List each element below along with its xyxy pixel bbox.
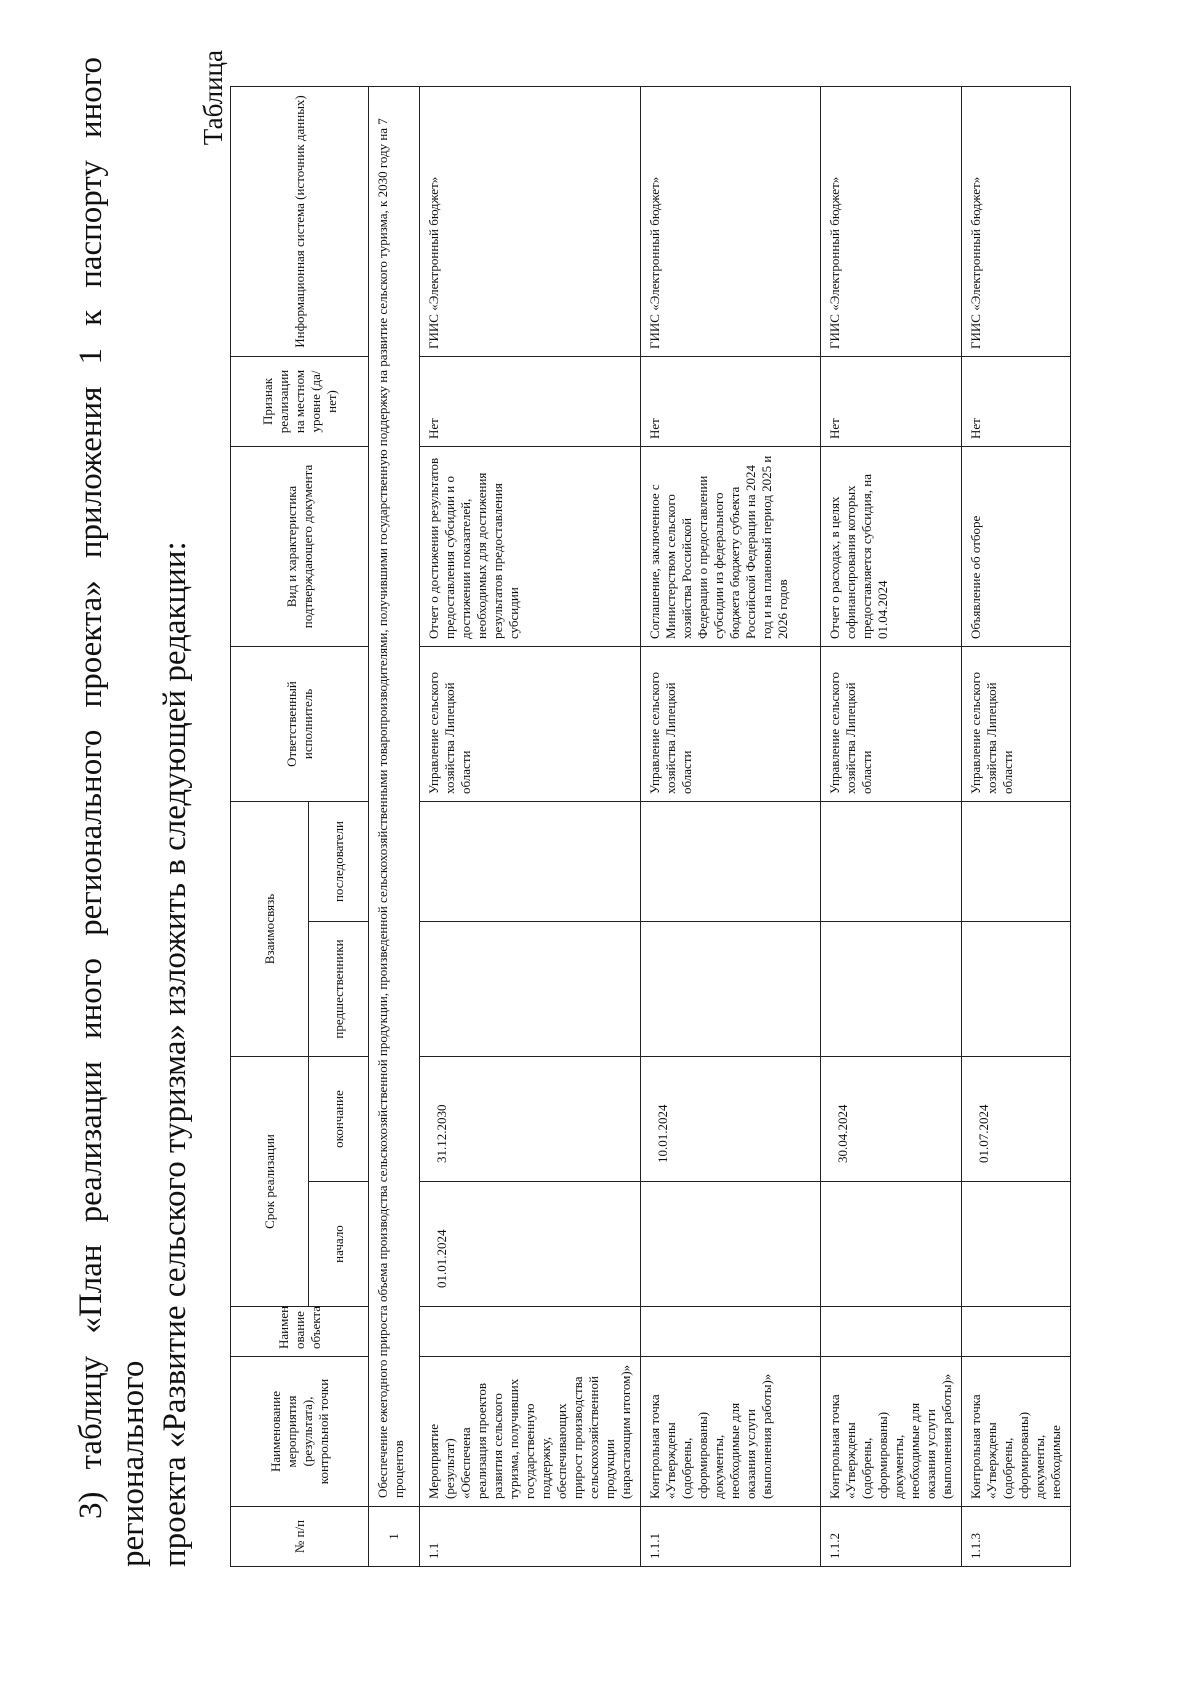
- row-prev: [641, 922, 821, 1057]
- row-object: [420, 1307, 641, 1357]
- row-infosystem: ГИИС «Электронный бюджет»: [821, 87, 962, 357]
- table-row: [962, 87, 1071, 1567]
- plan-table: [230, 86, 1071, 1567]
- header-period-start: начало: [309, 1182, 369, 1307]
- row-num: 1.1.3: [962, 1507, 1071, 1567]
- header-name: Наименование мероприятия (результата), контрольной точки: [231, 1357, 369, 1507]
- header-document: Вид и характеристика подтверждающего документа: [231, 447, 369, 647]
- table-row: [420, 87, 641, 1567]
- row-end: 31.12.2030: [420, 1057, 641, 1182]
- row-name: Контрольная точка «Утверждены (одобрены, сформированы) документы, необходимые для оказания услуги (выполнения работы)»: [641, 1357, 821, 1507]
- intro-line-1: 3) таблицу «План реализации иного регионального проекта» приложения 1 к паспорту иного регионального: [73, 57, 151, 1567]
- row-infosystem: ГИИС «Электронный бюджет»: [420, 87, 641, 357]
- section-text: Обеспечение ежегодного прироста объема производства сельскохозяйственной продукции, произведенной сельскохозяйственными товаропроизводителями, получившими государственную поддержку на развитие сельского туризма, к 2030 году на 7 процентов: [369, 87, 420, 1507]
- row-num: 1.1.2: [821, 1507, 962, 1567]
- table-caption: Таблица: [198, 50, 228, 146]
- intro-line-2: проекта «Развитие сельского туризма» изложить в следующей редакции:: [157, 541, 193, 1567]
- header-period: Срок реализации: [231, 1057, 309, 1307]
- row-end: 10.01.2024: [641, 1057, 821, 1182]
- section-row: [369, 87, 420, 1567]
- table-row: [641, 87, 821, 1567]
- header-row-1: [231, 87, 309, 1567]
- table-row: [821, 87, 962, 1567]
- header-link-next: последователи: [309, 802, 369, 922]
- header-num: № п/п: [231, 1507, 369, 1567]
- row-object: [821, 1307, 962, 1357]
- row-prev: [821, 922, 962, 1057]
- header-link: Взаимосвязь: [231, 802, 309, 1057]
- row-start: [641, 1182, 821, 1307]
- header-infosystem: Информационная система (источник данных): [231, 87, 369, 357]
- row-document: Соглашение, заключенное с Министерством сельского хозяйства Российской Федерации о предоставлении субсидии из федерального бюджета бюджету субъекта Российской Федерации на 2024 год и на плановый период 2025 и 2026 годов: [641, 447, 821, 647]
- row-infosystem: ГИИС «Электронный бюджет»: [962, 87, 1071, 357]
- row-next: [821, 802, 962, 922]
- header-executor: Ответственный исполнитель: [231, 647, 369, 802]
- row-num: 1.1: [420, 1507, 641, 1567]
- row-start: 01.01.2024: [420, 1182, 641, 1307]
- row-infosystem: ГИИС «Электронный бюджет»: [641, 87, 821, 357]
- row-local: Нет: [641, 357, 821, 447]
- row-next: [641, 802, 821, 922]
- row-executor: Управление сельского хозяйства Липецкой области: [821, 647, 962, 802]
- row-executor: Управление сельского хозяйства Липецкой области: [641, 647, 821, 802]
- row-executor: Управление сельского хозяйства Липецкой области: [962, 647, 1071, 802]
- row-prev: [420, 922, 641, 1057]
- row-local: Нет: [420, 357, 641, 447]
- row-local: Нет: [962, 357, 1071, 447]
- row-name: Мероприятие (результат) «Обеспечена реализация проектов развития сельского туризма, получивших государственную поддержку, обеспечивающих прирост производства сельскохозяйственной продукции (нарастающим итогом)»: [420, 1357, 641, 1507]
- intro-paragraph: [70, 57, 196, 1567]
- row-object: [641, 1307, 821, 1357]
- row-end: 01.07.2024: [962, 1057, 1071, 1182]
- row-next: [962, 802, 1071, 922]
- row-object: [962, 1307, 1071, 1357]
- header-local: Признак реализации на местном уровне (да/нет): [231, 357, 369, 447]
- row-start: [821, 1182, 962, 1307]
- row-name: Контрольная точка «Утверждены (одобрены, сформированы) документы, необходимые для оказания услуги (выполнения работы)»: [821, 1357, 962, 1507]
- header-period-end: окончание: [309, 1057, 369, 1182]
- section-num: 1: [369, 1507, 420, 1567]
- row-name: Контрольная точка «Утверждены (одобрены, сформированы) документы, необходимые: [962, 1357, 1071, 1507]
- row-num: 1.1.1: [641, 1507, 821, 1567]
- row-document: Отчет о расходах, в целях софинансирования которых предоставляется субсидия, на 01.04.2024: [821, 447, 962, 647]
- row-start: [962, 1182, 1071, 1307]
- row-document: Отчет о достижении результатов предоставления субсидии и о достижении показателей, необходимых для достижения результатов предоставления субсидии: [420, 447, 641, 647]
- row-prev: [962, 922, 1071, 1057]
- row-local: Нет: [821, 357, 962, 447]
- row-next: [420, 802, 641, 922]
- row-end: 30.04.2024: [821, 1057, 962, 1182]
- row-document: Объявление об отборе: [962, 447, 1071, 647]
- header-link-prev: предшественники: [309, 922, 369, 1057]
- row-executor: Управление сельского хозяйства Липецкой области: [420, 647, 641, 802]
- header-object: Наимен ование объекта: [231, 1307, 369, 1357]
